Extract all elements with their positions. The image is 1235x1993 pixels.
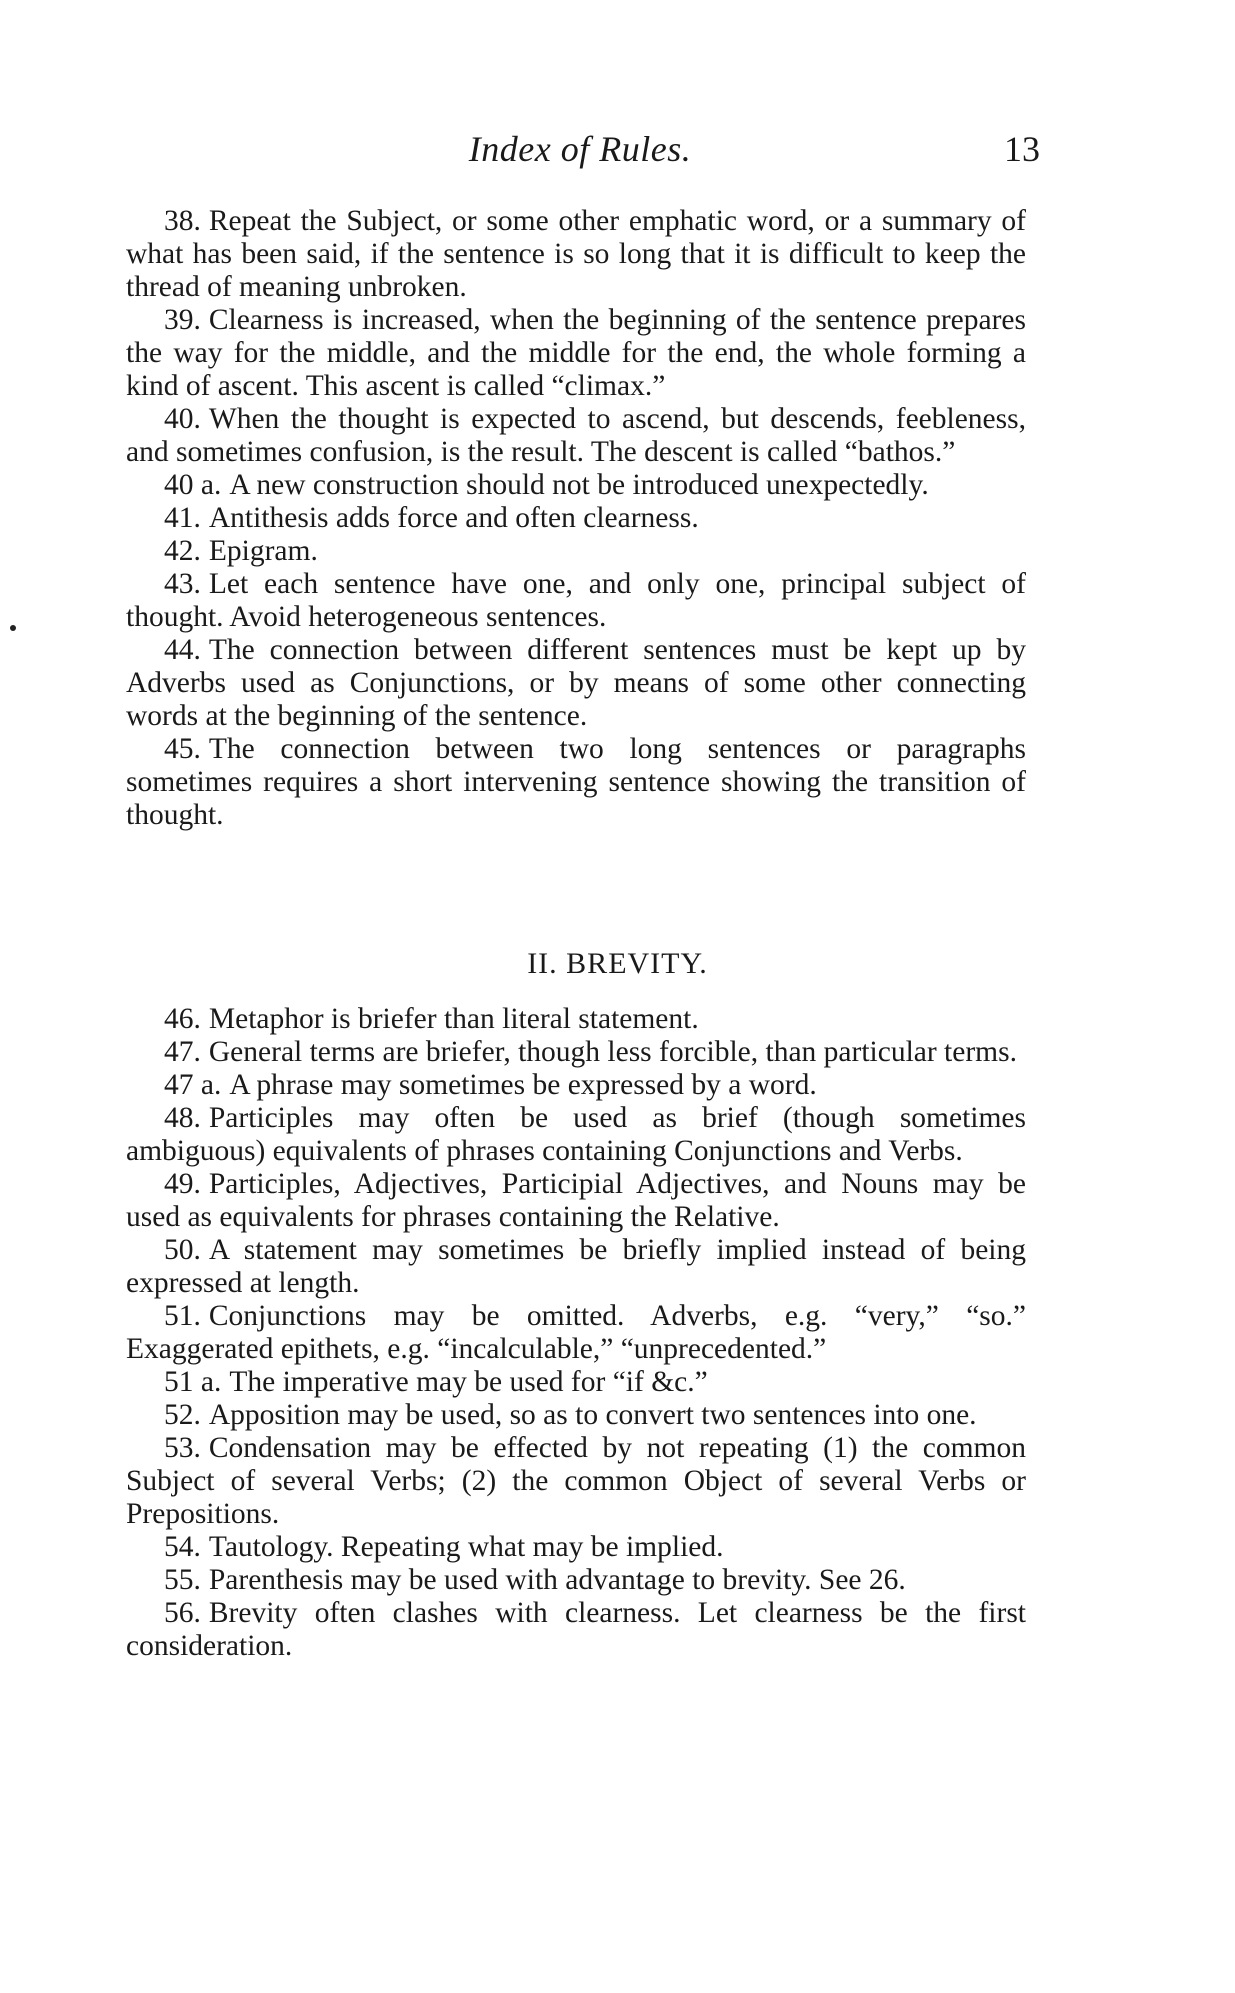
rules-list-clearness (126, 205, 1026, 832)
rule-40 (126, 403, 1026, 469)
rule-text: Participles, Adjectives, Participial Adjectives, and Nouns may be used as equivalents for phrases containing the Relative. (126, 1168, 1026, 1233)
rule-text: When the thought is expected to ascend, but descends, feebleness, and sometimes confusion, is the result. The descent is called “bathos.” (126, 403, 1026, 468)
rule-text: Apposition may be used, so as to convert two sentences into one. (208, 1399, 977, 1431)
rule-number: 46. (164, 1003, 201, 1035)
rule-38 (126, 205, 1026, 304)
rule-text: Repeat the Subject, or some other emphatic word, or a summary of what has been said, if the sentence is so long that it is difficult to keep the thread of meaning unbroken. (126, 205, 1026, 303)
rule-text: Parenthesis may be used with advantage to brevity. See 26. (208, 1564, 906, 1596)
rule-text: Participles may often be used as brief (though sometimes ambiguous) equivalents of phrases containing Conjunctions and Verbs. (126, 1102, 1026, 1167)
rule-47 (126, 1036, 1026, 1069)
section-heading: II. BREVITY. (527, 947, 708, 980)
rule-text: A new construction should not be introduced unexpectedly. (229, 469, 929, 501)
rule-56 (126, 1597, 1026, 1663)
rule-number: 51. (164, 1300, 201, 1332)
rule-number: 52. (164, 1399, 201, 1431)
rule-40a (126, 469, 1026, 502)
rule-text: Metaphor is briefer than literal statement. (208, 1003, 699, 1035)
rule-51 (126, 1300, 1026, 1366)
rules-list-brevity (126, 1003, 1026, 1663)
rule-number: 47. (164, 1036, 201, 1068)
rule-number: 55. (164, 1564, 201, 1596)
rule-53 (126, 1432, 1026, 1531)
running-title: Index of Rules. (468, 129, 692, 169)
rule-54 (126, 1531, 1026, 1564)
rule-text: General terms are briefer, though less forcible, than particular terms. (208, 1036, 1017, 1068)
page-number: 13 (1004, 129, 1040, 169)
rule-50 (126, 1234, 1026, 1300)
rule-52 (126, 1399, 1026, 1432)
rule-number: 48. (164, 1102, 201, 1134)
margin-mark (10, 625, 16, 631)
rule-text: Conjunctions may be omitted. Adverbs, e.g. “very,” “so.” Exaggerated epithets, e.g. “incalculable,” “unprecedented.” (126, 1300, 1026, 1365)
rule-43 (126, 568, 1026, 634)
rule-46 (126, 1003, 1026, 1036)
rule-text: The imperative may be used for “if &c.” (229, 1366, 708, 1398)
rule-number: 39. (164, 304, 201, 336)
rule-44 (126, 634, 1026, 733)
rule-number: 47 a. (164, 1069, 222, 1101)
rule-text: Epigram. (208, 535, 318, 567)
rule-number: 50. (164, 1234, 201, 1266)
rule-number: 42. (164, 535, 201, 567)
rule-number: 49. (164, 1168, 201, 1200)
rule-number: 45. (164, 733, 201, 765)
rule-number: 43. (164, 568, 201, 600)
rule-text: Brevity often clashes with clearness. Let clearness be the first consideration. (126, 1597, 1026, 1662)
rule-text: Tautology. Repeating what may be implied. (208, 1531, 724, 1563)
rule-text: A phrase may sometimes be expressed by a word. (229, 1069, 817, 1101)
page-header (120, 128, 1040, 178)
rule-number: 54. (164, 1531, 201, 1563)
rule-text: The connection between different sentences must be kept up by Adverbs used as Conjunctions, or by means of some other connecting words at the beginning of the sentence. (126, 634, 1026, 732)
rule-39 (126, 304, 1026, 403)
rule-number: 53. (164, 1432, 201, 1464)
rule-number: 40 a. (164, 469, 222, 501)
rule-number: 56. (164, 1597, 201, 1629)
rule-55 (126, 1564, 1026, 1597)
rule-number: 51 a. (164, 1366, 222, 1398)
rule-number: 38. (164, 205, 201, 237)
rule-51a (126, 1366, 1026, 1399)
rule-number: 44. (164, 634, 201, 666)
rule-text: Condensation may be effected by not repeating (1) the common Subject of several Verbs; (2) the common Object of several Verbs or Prepositions. (126, 1432, 1026, 1530)
rule-47a (126, 1069, 1026, 1102)
rule-text: Clearness is increased, when the beginning of the sentence prepares the way for the middle, and the middle for the end, the whole forming a kind of ascent. This ascent is called “climax.” (126, 304, 1026, 402)
rule-41 (126, 502, 1026, 535)
rule-text: A statement may sometimes be briefly implied instead of being expressed at length. (126, 1234, 1026, 1299)
rule-48 (126, 1102, 1026, 1168)
rule-45 (126, 733, 1026, 832)
rule-text: Let each sentence have one, and only one, principal subject of thought. Avoid heterogeneous sentences. (126, 568, 1026, 633)
rule-text: Antithesis adds force and often clearness. (208, 502, 699, 534)
rule-49 (126, 1168, 1026, 1234)
rule-42 (126, 535, 1026, 568)
rule-text: The connection between two long sentences or paragraphs sometimes requires a short intervening sentence showing the transition of thought. (126, 733, 1026, 831)
rule-number: 40. (164, 403, 201, 435)
rule-number: 41. (164, 502, 201, 534)
